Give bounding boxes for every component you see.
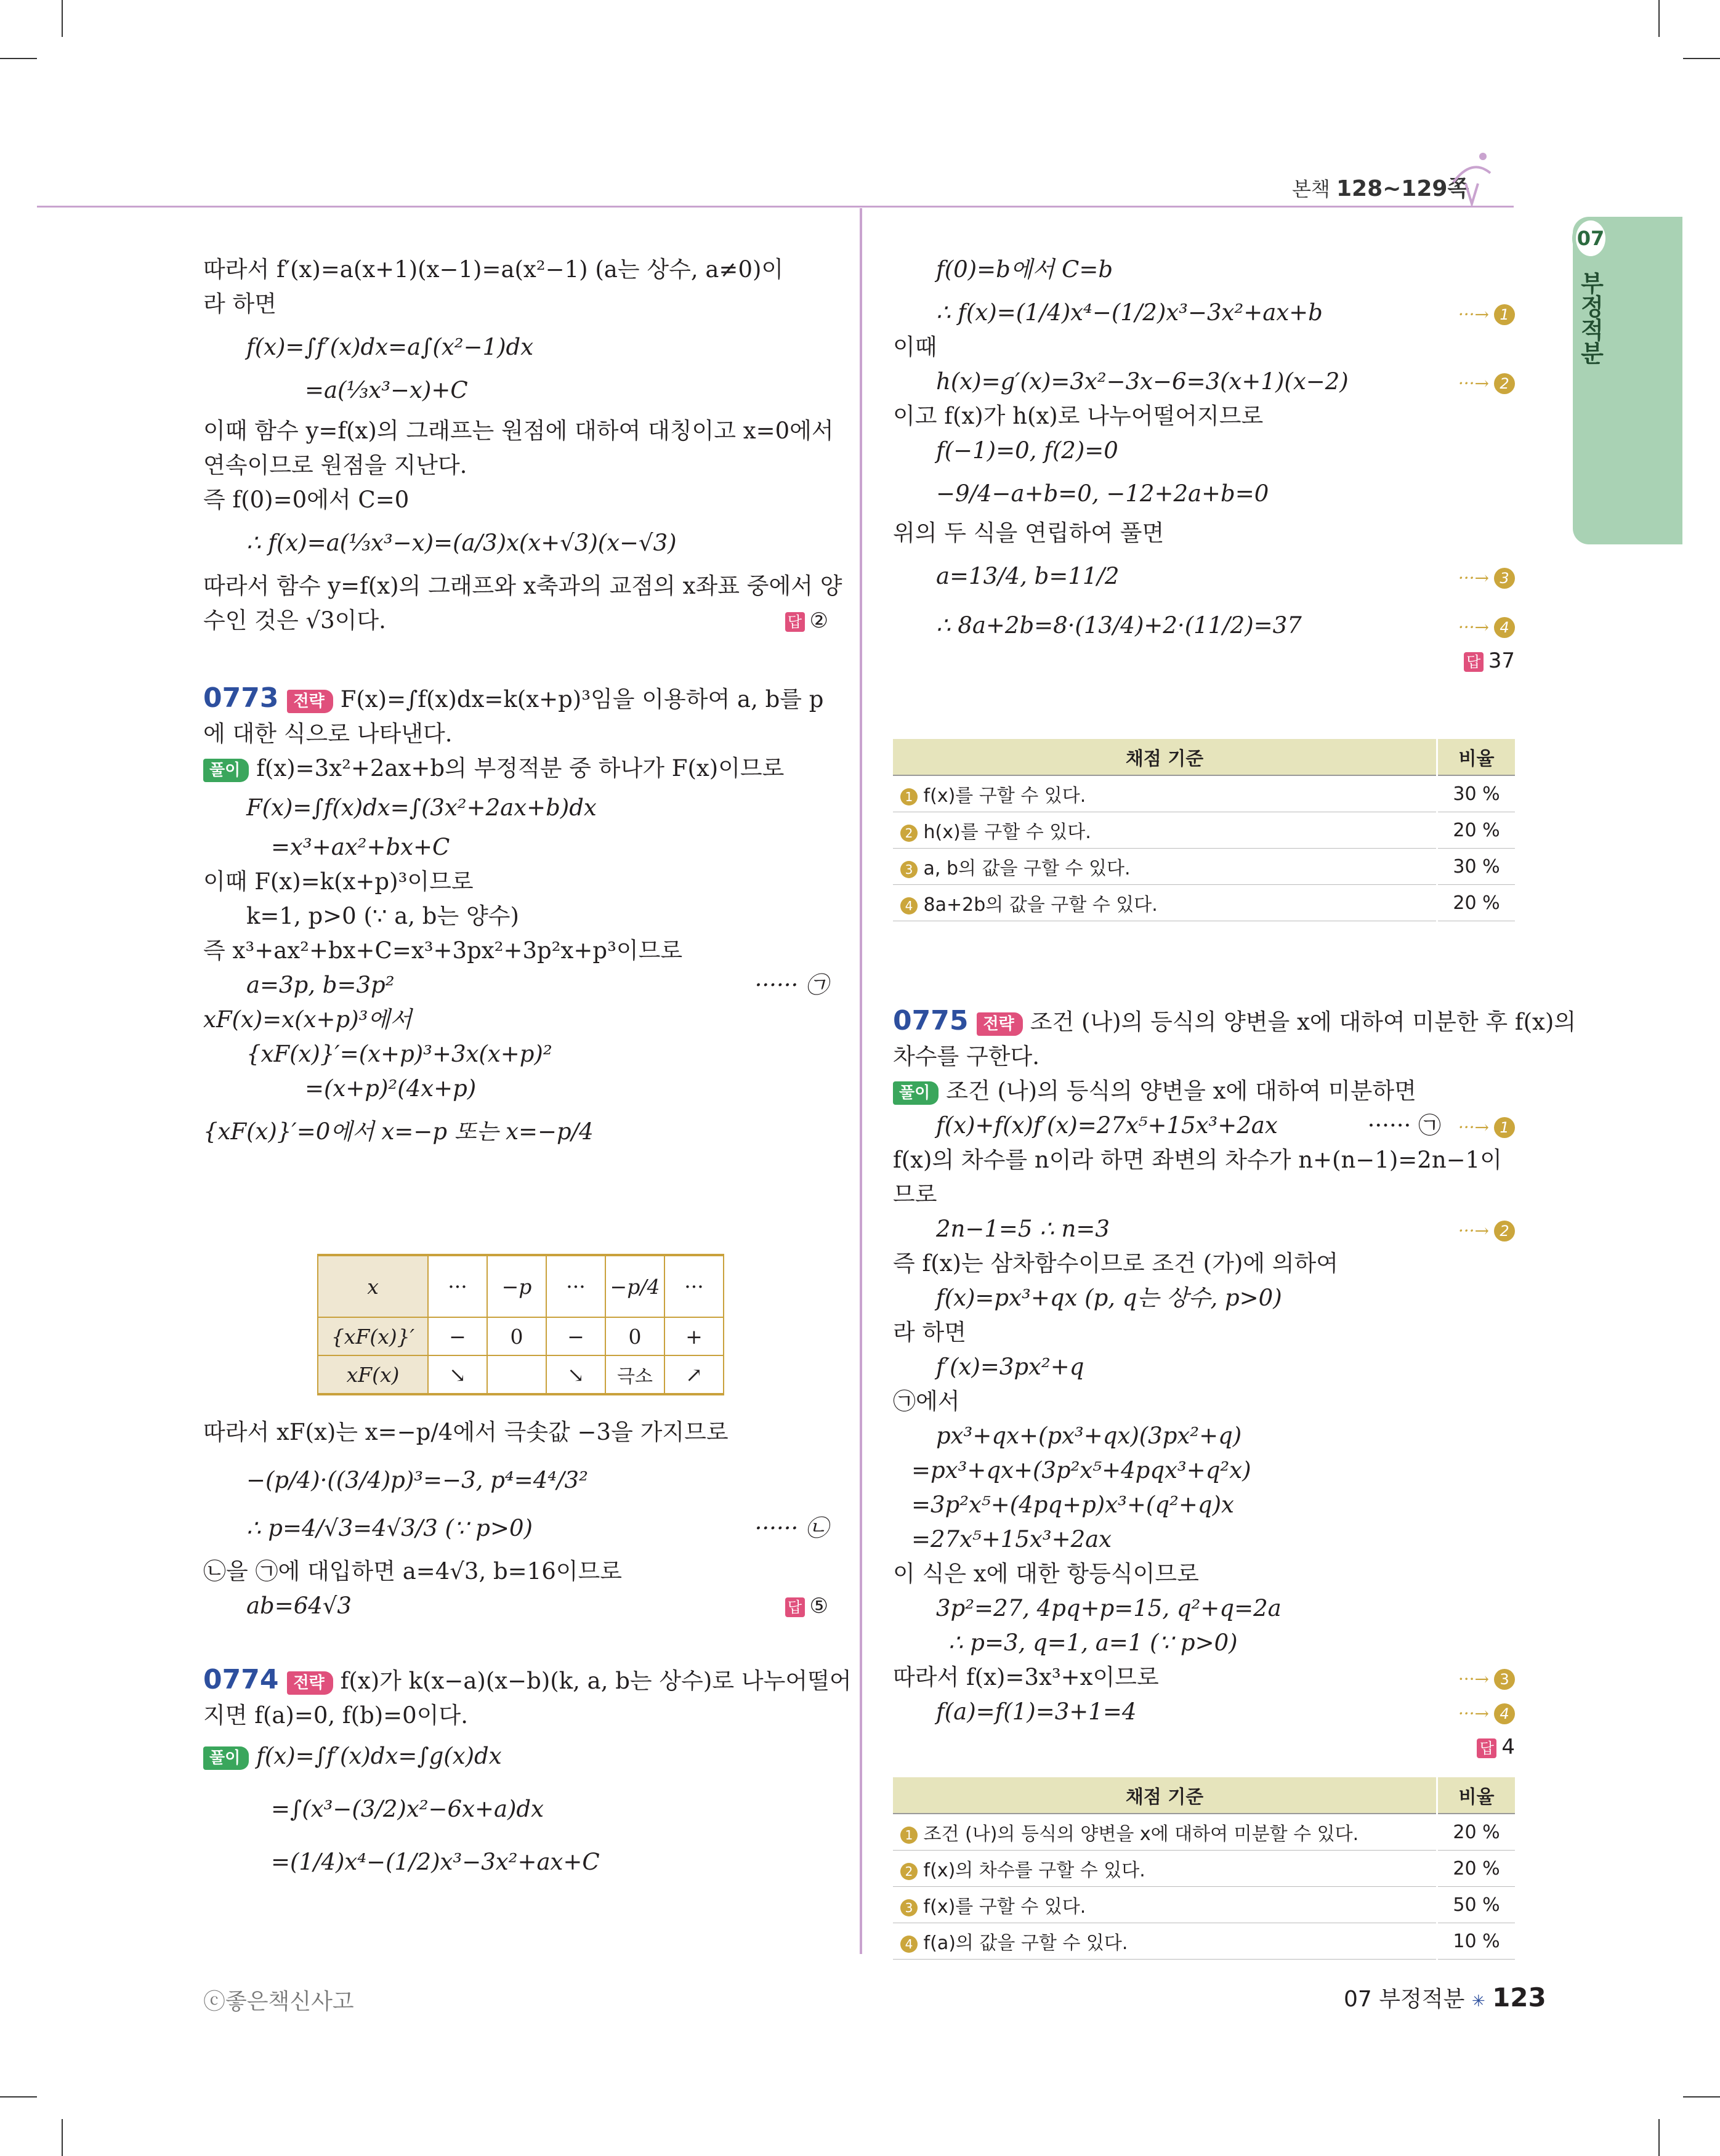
table-header: 비율 [1437, 1777, 1516, 1814]
answer-value: ② [809, 608, 828, 633]
strategy-text: F(x)=∫f(x)dx=k(x+p)³임을 이용하여 a, b를 p [340, 686, 824, 713]
step-4-icon: 4 [1494, 617, 1515, 638]
solution-tag: 풀이 [203, 759, 249, 782]
solution-text: 조건 (나)의 등식의 양변을 x에 대하여 미분하면 [946, 1078, 1416, 1104]
answer-icon: 답 [785, 612, 805, 632]
table-cell [893, 1851, 1437, 1887]
criterion-text: h(x)를 구할 수 있다. [923, 822, 1091, 843]
answer-icon: 답 [1464, 652, 1484, 672]
header-rule-left [37, 206, 861, 208]
table-row [318, 1255, 724, 1317]
answer-value: ⑤ [809, 1594, 828, 1618]
step-dots: ···→ [1458, 1117, 1489, 1137]
step-icon: 2 [900, 1863, 918, 1880]
formula-line: =x³+ax²+bx+C [271, 834, 450, 860]
formula-line [893, 1108, 1515, 1143]
formula-text: ∴ 8a+2b=8·(13/4)+2·(11/2)=37 [936, 612, 1302, 639]
formula-text: ab=64√3 [246, 1593, 352, 1619]
table-cell [893, 812, 1437, 849]
text-line: 따라서 f′(x)=a(x+1)(x−1)=a(x²−1) (a는 상수, a≠0)이 [203, 256, 784, 283]
step-icon: 1 [900, 788, 918, 805]
formula-line [203, 968, 828, 1003]
formula-line: xF(x)=x(x+p)³에서 [203, 1006, 412, 1033]
text-line: 이때 함수 y=f(x)의 그래프는 원점에 대하여 대칭이고 x=0에서 [203, 418, 834, 444]
formula-line: {xF(x)}′=(x+p)³+3x(x+p)² [246, 1041, 552, 1067]
table-row [893, 849, 1515, 885]
equation-mark: ······ ㉡ [754, 1515, 828, 1541]
strategy-text: 조건 (나)의 등식의 양변을 x에 대하여 미분한 후 f(x)의 [1030, 1009, 1577, 1035]
crop-mark [62, 0, 63, 37]
page-reference [1292, 171, 1469, 203]
table-cell: 극소 [605, 1355, 664, 1394]
text-line: f(x)의 차수를 n이라 하면 좌변의 차수가 n+(n−1)=2n−1이 [893, 1147, 1502, 1173]
formula-line: −9/4−a+b=0, −12+2a+b=0 [936, 480, 1269, 507]
table-cell [893, 1814, 1437, 1851]
strategy-tag: 전략 [287, 1671, 333, 1695]
formula-line [893, 608, 1515, 643]
table-cell: 20 % [1437, 812, 1516, 849]
problem-header-0775 [893, 1004, 1577, 1040]
formula-line: f(x)=px³+qx (p, q는 상수, p>0) [936, 1285, 1282, 1311]
strategy-text: 차수를 구한다. [893, 1043, 1040, 1070]
chapter-tab [1573, 217, 1682, 544]
criterion-text: 8a+2b의 값을 구할 수 있다. [923, 894, 1158, 916]
table-cell: ··· [664, 1255, 724, 1317]
text-line: 즉 f(x)는 삼차함수이므로 조건 (가)에 의하여 [893, 1250, 1338, 1277]
formula-text: 2n−1=5 ∴ n=3 [936, 1216, 1110, 1242]
step-icon: 4 [900, 1936, 918, 1953]
solution-line [893, 1074, 1515, 1108]
grading-table-0775 [893, 1777, 1515, 1960]
text-line: 즉 x³+ax²+bx+C=x³+3px²+3p²x+p³이므로 [203, 937, 683, 964]
table-cell: 50 % [1437, 1887, 1516, 1923]
step-mark [1458, 1660, 1515, 1697]
table-row [893, 1887, 1515, 1923]
step-mark [1458, 296, 1515, 332]
problem-number: 0775 [893, 1005, 969, 1036]
problem-header-0774 [203, 1663, 852, 1698]
left-column-lower [203, 1415, 852, 1879]
table-cell: ··· [428, 1255, 487, 1317]
step-2-icon: 2 [1494, 1221, 1515, 1242]
table-row [893, 885, 1515, 921]
text-line: 라 하면 [203, 291, 277, 317]
step-dots: ···→ [1458, 617, 1489, 637]
table-cell: 20 % [1437, 885, 1516, 921]
table-header-row [893, 739, 1515, 775]
table-cell [893, 849, 1437, 885]
table-cell [893, 1887, 1437, 1923]
table-header: 채점 기준 [893, 739, 1437, 775]
step-3-icon: 3 [1494, 568, 1515, 589]
right-column-0775 [893, 1004, 1577, 1764]
table-cell: ↗ [664, 1355, 724, 1394]
ref-prefix: 본책 [1292, 177, 1330, 201]
table-row [893, 1851, 1515, 1887]
table-cell: {xF(x)}′ [318, 1317, 428, 1355]
step-icon: 2 [900, 825, 918, 842]
step-4-icon: 4 [1494, 1703, 1515, 1724]
grading-table-0774 [893, 739, 1515, 921]
step-mark [1458, 559, 1515, 596]
table-row [318, 1317, 724, 1355]
table-cell [893, 775, 1437, 812]
formula-text: ∴ p=4/√3=4√3/3 (∵ p>0) [246, 1515, 533, 1541]
formula-line: =27x⁵+15x³+2ax [911, 1526, 1112, 1552]
formula-line: =a(⅓x³−x)+C [305, 377, 468, 403]
formula-text: ∴ f(x)=(1/4)x⁴−(1/2)x³−3x²+ax+b [936, 299, 1323, 326]
table-cell: − [546, 1317, 605, 1355]
text-line: ㉡을 ㉠에 대입하면 a=4√3, b=16이므로 [203, 1558, 622, 1585]
formula-line: {xF(x)}′=0에서 x=−p 또는 x=−p/4 [203, 1118, 594, 1145]
solution-text: f(x)=3x²+2ax+b의 부정적분 중 하나가 F(x)이므로 [256, 755, 785, 781]
satellite-icon [1447, 145, 1496, 207]
step-dots: ···→ [1458, 1703, 1489, 1724]
text-line [203, 604, 828, 638]
table-header-row [893, 1777, 1515, 1814]
step-dots: ···→ [1458, 373, 1489, 394]
formula-line: F(x)=∫f(x)dx=∫(3x²+2ax+b)dx [246, 794, 597, 821]
step-mark [1458, 1108, 1515, 1145]
step-icon: 1 [900, 1827, 918, 1844]
formula-line: =(x+p)²(4x+p) [305, 1075, 477, 1102]
equation-mark: ······ ㉠ [1367, 1112, 1441, 1139]
step-mark [1458, 608, 1515, 645]
strategy-tag: 전략 [287, 690, 333, 713]
table-cell: 20 % [1437, 1814, 1516, 1851]
text-line [893, 1660, 1515, 1695]
step-icon: 4 [900, 897, 918, 914]
page-footer [1344, 1982, 1546, 2013]
text-line: 라 하면 [893, 1319, 966, 1346]
table-cell: xF(x) [318, 1355, 428, 1394]
table-row [893, 812, 1515, 849]
table-cell: ↘ [546, 1355, 605, 1394]
text-line: 이고 f(x)가 h(x)로 나누어떨어지므로 [893, 403, 1264, 429]
crop-mark [0, 2096, 37, 2097]
text-line: ㉠에서 [893, 1388, 960, 1415]
chapter-number: 07 [1572, 217, 1609, 260]
table-cell [893, 1923, 1437, 1960]
answer-mark [785, 1589, 828, 1623]
formula-line: =∫(x³−(3/2)x²−6x+a)dx [271, 1796, 544, 1822]
crop-mark [62, 2119, 63, 2156]
footer-chapter: 07 부정적분 [1344, 1987, 1465, 2012]
answer-line [893, 1729, 1515, 1764]
table-cell: 10 % [1437, 1923, 1516, 1960]
step-1-icon: 1 [1494, 304, 1515, 325]
answer-mark [1464, 648, 1515, 673]
table-cell: −p [487, 1255, 546, 1317]
formula-line: 3p²=27, 4pq+p=15, q²+q=2a [936, 1595, 1282, 1621]
crop-mark [1683, 2096, 1720, 2097]
criterion-text: 조건 (나)의 등식의 양변을 x에 대하여 미분할 수 있다. [923, 1823, 1359, 1845]
answer-line [893, 643, 1515, 678]
formula-line: f(0)=b에서 C=b [936, 256, 1113, 283]
text-line: 므로 [893, 1181, 937, 1208]
table-row [893, 1923, 1515, 1960]
formula-line [203, 1511, 828, 1546]
text-line: 연속이므로 원점을 지난다. [203, 452, 467, 478]
formula-line: =px³+qx+(3p²x⁵+4pqx³+q²x) [911, 1457, 1251, 1484]
text-line: k=1, p>0 (∵ a, b는 양수) [246, 903, 519, 929]
step-dots: ···→ [1458, 304, 1489, 325]
table-cell [893, 885, 1437, 921]
table-header: 비율 [1437, 739, 1516, 775]
publisher-credit: ⓒ좋은책신사고 [203, 1989, 354, 2014]
table-row [893, 775, 1515, 812]
formula-line [893, 1212, 1515, 1246]
formula-text: f(x)+f(x)f′(x)=27x⁵+15x³+2ax [936, 1112, 1278, 1139]
solution-text: f(x)=∫f′(x)dx=∫g(x)dx [256, 1743, 502, 1769]
criterion-text: f(x)의 차수를 구할 수 있다. [923, 1860, 1145, 1881]
table-cell [487, 1355, 546, 1394]
formula-line [893, 296, 1515, 330]
text-line-content: 따라서 f(x)=3x³+x이므로 [893, 1664, 1159, 1690]
text-line: 따라서 함수 y=f(x)의 그래프와 x축과의 교점의 x좌표 중에서 양 [203, 573, 842, 599]
step-mark [1458, 365, 1515, 401]
page-number: 123 [1492, 1982, 1546, 2013]
formula-text: f(a)=f(1)=3+1=4 [936, 1698, 1137, 1725]
right-column [893, 252, 1515, 678]
solution-tag: 풀이 [893, 1081, 939, 1105]
table-cell: 0 [605, 1317, 664, 1355]
solution-line [203, 1739, 828, 1774]
answer-mark [785, 604, 828, 638]
table-cell: + [664, 1317, 724, 1355]
step-icon: 3 [900, 861, 918, 878]
table-cell: 20 % [1437, 1851, 1516, 1887]
equation-mark: ······ ㉠ [754, 972, 828, 998]
step-mark [1458, 1212, 1515, 1248]
problem-number: 0773 [203, 682, 279, 714]
table-row [318, 1355, 724, 1394]
table-cell: 30 % [1437, 849, 1516, 885]
step-dots: ···→ [1458, 568, 1489, 588]
chapter-title: 부정적분 [1577, 271, 1604, 365]
column-divider [860, 208, 862, 1954]
solution-tag: 풀이 [203, 1746, 249, 1770]
solution-line [203, 751, 828, 786]
answer-icon: 답 [1477, 1738, 1496, 1758]
problem-number: 0774 [203, 1664, 279, 1695]
step-mark [1458, 1695, 1515, 1731]
table-cell: − [428, 1317, 487, 1355]
text-line-content: 수인 것은 √3이다. [203, 607, 386, 634]
footer-separator: ✳ [1471, 1992, 1485, 2011]
formula-line [893, 1695, 1515, 1729]
step-3-icon: 3 [1494, 1669, 1515, 1690]
step-icon: 3 [900, 1899, 918, 1916]
text-line: 위의 두 식을 연립하여 풀면 [893, 520, 1165, 546]
crop-mark [1658, 0, 1660, 37]
criterion-text: f(a)의 값을 구할 수 있다. [923, 1932, 1128, 1954]
formula-line: f′(x)=3px²+q [936, 1354, 1084, 1380]
text-line: 즉 f(0)=0에서 C=0 [203, 487, 410, 513]
formula-text: a=13/4, b=11/2 [936, 563, 1120, 589]
formula-line [893, 365, 1515, 399]
formula-line: px³+qx+(px³+qx)(3px²+q) [936, 1423, 1242, 1449]
formula-line: ∴ f(x)=a(⅓x³−x)=(a/3)x(x+√3)(x−√3) [246, 530, 677, 556]
text-line: 따라서 xF(x)는 x=−p/4에서 극솟값 −3을 가지므로 [203, 1419, 729, 1445]
strategy-tag: 전략 [977, 1012, 1022, 1036]
crop-mark [1683, 58, 1720, 59]
table-cell: ··· [546, 1255, 605, 1317]
text-line: 이 식은 x에 대한 항등식이므로 [893, 1560, 1199, 1587]
formula-line: =3p²x⁵+(4pq+p)x³+(q²+q)x [911, 1492, 1234, 1518]
formula-line: f(−1)=0, f(2)=0 [936, 437, 1118, 464]
formula-line: −(p/4)·((3/4)p)³=−3, p⁴=4⁴/3² [246, 1467, 588, 1493]
answer-value: 37 [1488, 648, 1515, 673]
strategy-text: f(x)가 k(x−a)(x−b)(k, a, b는 상수)로 나누어떨어 [340, 1668, 852, 1694]
table-row [893, 1814, 1515, 1851]
formula-line [203, 1589, 828, 1623]
criterion-text: f(x)를 구할 수 있다. [923, 1896, 1086, 1918]
step-dots: ···→ [1458, 1221, 1489, 1241]
answer-mark [1477, 1735, 1515, 1759]
text-line: 이때 [893, 334, 937, 360]
formula-text: a=3p, b=3p² [246, 972, 395, 998]
crop-mark [0, 58, 37, 59]
problem-header-0773 [203, 681, 828, 717]
strategy-text: 지면 f(a)=0, f(b)=0이다. [203, 1702, 468, 1729]
formula-text: h(x)=g′(x)=3x²−3x−6=3(x+1)(x−2) [936, 368, 1349, 395]
table-cell: 0 [487, 1317, 546, 1355]
ref-pages: 128~129쪽 [1336, 176, 1469, 201]
header-rule-right [861, 206, 1514, 208]
step-dots: ···→ [1458, 1669, 1489, 1689]
table-cell: −p/4 [605, 1255, 664, 1317]
crop-mark [1658, 2119, 1660, 2156]
formula-line [893, 559, 1515, 594]
text-line: 이때 F(x)=k(x+p)³이므로 [203, 868, 474, 895]
criterion-text: f(x)를 구할 수 있다. [923, 785, 1086, 807]
strategy-text: 에 대한 식으로 나타낸다. [203, 721, 453, 747]
criterion-text: a, b의 값을 구할 수 있다. [923, 858, 1131, 879]
answer-value: 4 [1501, 1735, 1515, 1759]
table-cell: 30 % [1437, 775, 1516, 812]
formula-line: ∴ p=3, q=1, a=1 (∵ p>0) [948, 1629, 1238, 1656]
table-cell: x [318, 1255, 428, 1317]
step-2-icon: 2 [1494, 373, 1515, 394]
table-cell: ↘ [428, 1355, 487, 1394]
left-column [203, 252, 842, 1149]
formula-line: =(1/4)x⁴−(1/2)x³−3x²+ax+C [271, 1849, 600, 1875]
answer-icon: 답 [785, 1597, 805, 1617]
table-header: 채점 기준 [893, 1777, 1437, 1814]
formula-line: f(x)=∫f′(x)dx=a∫(x²−1)dx [246, 334, 534, 360]
sign-table [317, 1254, 724, 1395]
step-1-icon: 1 [1494, 1117, 1515, 1138]
